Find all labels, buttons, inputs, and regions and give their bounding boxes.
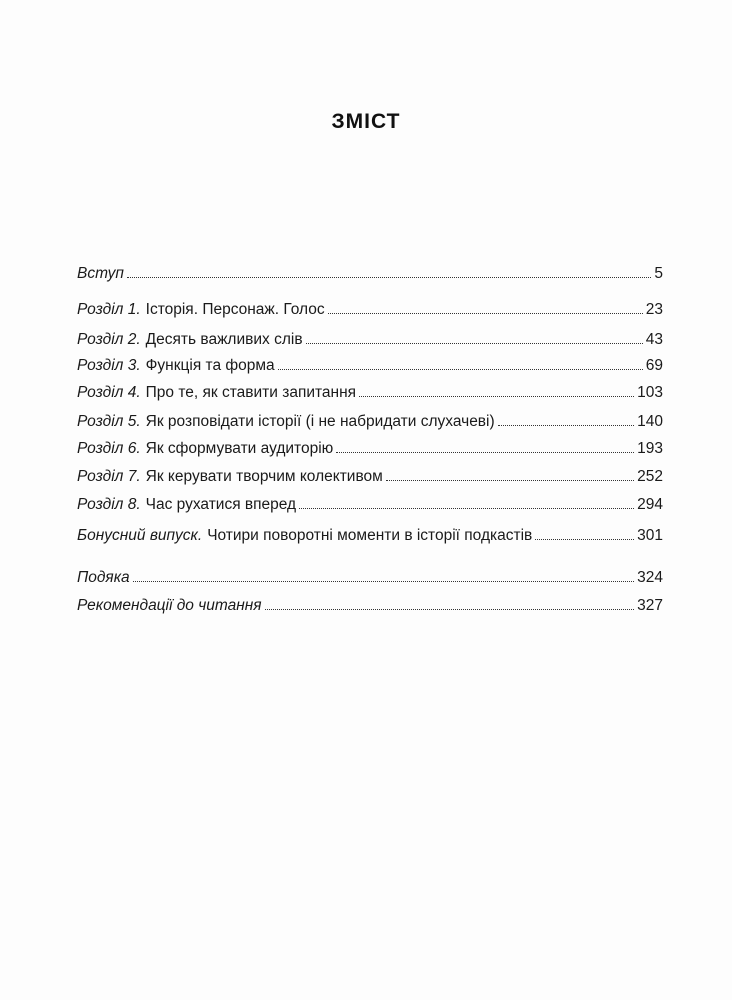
toc-entry-chapter-2[interactable] <box>77 328 663 352</box>
toc-entry-page: 193 <box>637 440 663 457</box>
toc-entry-prefix: Розділ 4. <box>77 384 141 401</box>
dot-leader <box>265 609 635 610</box>
toc-entry-page: 103 <box>637 384 663 401</box>
dot-leader <box>328 313 643 314</box>
dot-leader <box>299 508 634 509</box>
toc-entry-page: 23 <box>645 301 663 318</box>
toc-entry-chapter-7[interactable] <box>77 465 663 489</box>
toc-entry-title: Десять важливих слів <box>145 331 303 348</box>
toc-entry-chapter-8[interactable] <box>77 493 663 517</box>
toc-entry-page: 69 <box>645 357 663 374</box>
toc-entry-prefix: Розділ 8. <box>77 496 141 513</box>
dot-leader <box>359 396 634 397</box>
dot-leader <box>336 452 634 453</box>
toc-entry-page: 324 <box>637 569 663 586</box>
toc-entry-page: 252 <box>637 468 663 485</box>
toc-entry-chapter-1[interactable] <box>77 298 663 322</box>
toc-entry-title: Історія. Персонаж. Голос <box>145 301 325 318</box>
toc-entry-page: 301 <box>637 527 663 544</box>
dot-leader <box>535 539 634 540</box>
toc-entry-prefix: Розділ 7. <box>77 468 141 485</box>
toc-entry-prefix: Розділ 2. <box>77 331 141 348</box>
toc-entry-prefix: Розділ 3. <box>77 357 141 374</box>
toc-entry-page: 327 <box>637 597 663 614</box>
toc-entry-page: 294 <box>637 496 663 513</box>
toc-entry-title: Функція та форма <box>145 357 275 374</box>
toc-entry-page: 5 <box>654 265 663 282</box>
toc-entry-chapter-5[interactable] <box>77 410 663 434</box>
toc-entry-bonus[interactable] <box>77 524 663 548</box>
toc-entry-prefix: Вступ <box>77 265 124 282</box>
toc-entry-reading-recommendations[interactable] <box>77 594 663 618</box>
toc-entry-page: 43 <box>645 331 663 348</box>
toc-entry-prefix: Бонусний випуск. <box>77 527 203 544</box>
toc-entry-prefix: Розділ 6. <box>77 440 141 457</box>
toc-entry-title: Як сформувати аудиторію <box>145 440 334 457</box>
toc-entry-prefix: Подяка <box>77 569 130 586</box>
page-title: ЗМІСТ <box>331 110 401 133</box>
toc-entry-chapter-4[interactable] <box>77 381 663 405</box>
toc-entry-title: Час рухатися вперед <box>145 496 297 513</box>
toc-entry-prefix: Розділ 5. <box>77 413 141 430</box>
toc-entry-page: 140 <box>637 413 663 430</box>
toc-entry-title: Як керувати творчим колективом <box>145 468 383 485</box>
dot-leader <box>498 425 634 426</box>
dot-leader <box>306 343 643 344</box>
toc-entry-prefix: Розділ 1. <box>77 301 141 318</box>
toc-entry-prefix: Рекомендації до читання <box>77 597 262 614</box>
toc-entry-chapter-3[interactable] <box>77 354 663 378</box>
toc-entry-title: Чотири поворотні моменти в історії подкастів <box>207 527 533 544</box>
dot-leader <box>127 277 651 278</box>
toc-entry-title: Як розповідати історії (і не набридати слухачеві) <box>145 413 495 430</box>
toc-entry-acknowledgments[interactable] <box>77 566 663 590</box>
dot-leader <box>133 581 634 582</box>
toc-entry-chapter-6[interactable] <box>77 437 663 461</box>
toc-entry-intro[interactable] <box>77 262 663 286</box>
dot-leader <box>278 369 643 370</box>
dot-leader <box>386 480 634 481</box>
toc-entry-title: Про те, як ставити запитання <box>145 384 357 401</box>
